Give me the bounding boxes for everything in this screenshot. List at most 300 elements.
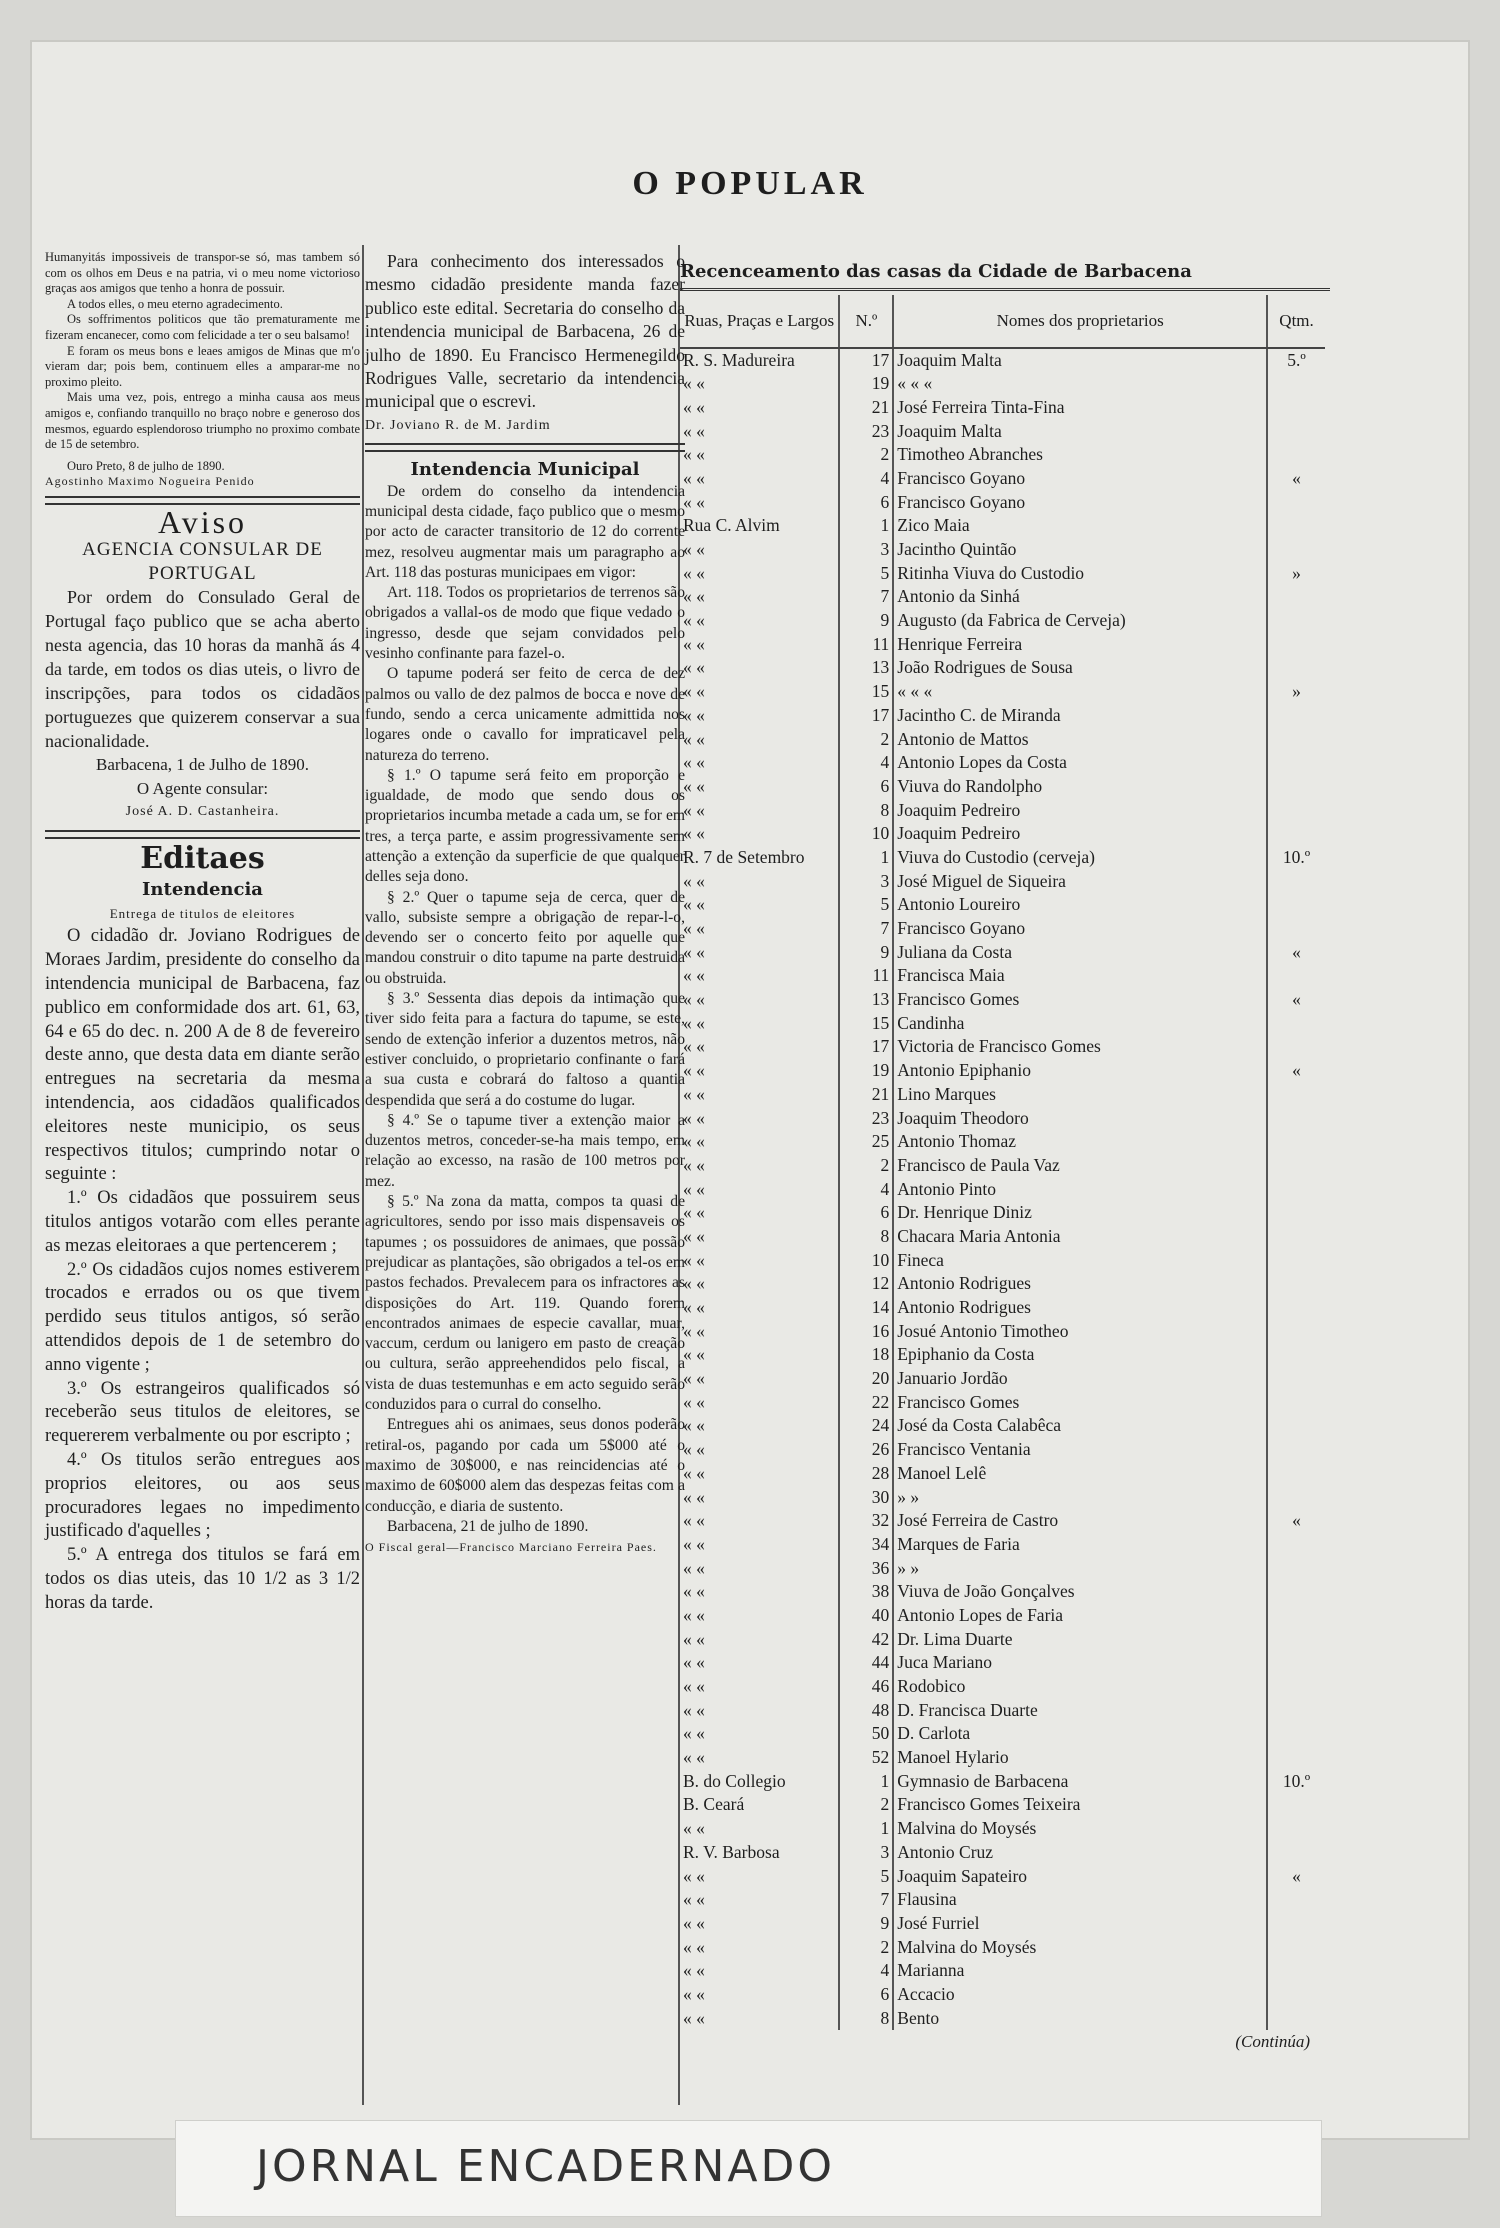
cell-qtm (1267, 728, 1325, 752)
cell-numero: 10 (839, 1249, 893, 1273)
postura-paragraph: Art. 118. Todos os proprietarios de terrenos são obrigados a vallal-os de modo que fique vedado o ingresso, desde que sejam convidados pelo vesinho confinante para fazel-o. (365, 584, 685, 663)
cell-nome: Francisco Ventania (893, 1438, 1267, 1462)
cell-qtm (1267, 1533, 1325, 1557)
entrega-heading: Entrega de titulos de eleitores (109, 905, 296, 921)
census-row (680, 1107, 1325, 1131)
cell-numero: 21 (839, 396, 893, 420)
census-row (680, 1367, 1325, 1391)
cell-nome: D. Francisca Duarte (893, 1699, 1267, 1723)
cell-nome: Timotheo Abranches (893, 443, 1267, 467)
census-row (680, 1865, 1325, 1889)
cell-rua: « « (683, 1273, 705, 1294)
cell-nome: José da Costa Calabêca (893, 1414, 1267, 1438)
cell-rua: « « (683, 1747, 705, 1768)
cell-rua: « « (683, 1912, 705, 1933)
divider (45, 830, 360, 839)
cell-qtm (1267, 1793, 1325, 1817)
cell-rua: « « (683, 1889, 705, 1910)
cell-numero: 11 (839, 964, 893, 988)
entrega-paragraph: 1.º Os cidadãos que possuirem seus titulos antigos votarão com elles perante as mezas eleitoraes a que pertencerem ; (45, 1188, 360, 1256)
cell-qtm (1267, 396, 1325, 420)
postura-paragraph: Entregues ahi os animaes, seus donos poderão retiral-os, pagando por cada um 5$000 até o maximo de 30$000, e nas reincidencias até o maximo de 60$000 alem das despezas feitas com a conducção, e diaria de sustento. (365, 1416, 685, 1515)
cell-nome: Malvina do Moysés (893, 1936, 1267, 1960)
postura-paragraph: § 5.º Na zona da matta, compos ta quasi de agricultores, sendo por isso mais dispensaveis os tapumes ; os possuidores de animaes, que possão prejudicar as plantações, são obrigados a tel-os em pastos fechados. Prevalecem para os infractores as disposições do Art. 119. Quando forem encontrados animaes de especie cavallar, muar, vaccum, cerdum ou lanigero em pasto de creação ou cultura, serão appreehendidos pelo fiscal, a vista de duas testemunhas e em acto seguido serão conduzidos para o curral do conselho. (365, 1193, 685, 1414)
census-row (680, 1533, 1325, 1557)
cell-nome: João Rodrigues de Sousa (893, 656, 1267, 680)
cell-qtm (1267, 1841, 1325, 1865)
cell-numero: 11 (839, 633, 893, 657)
census-table (680, 295, 1325, 2031)
cell-qtm (1267, 1722, 1325, 1746)
cell-qtm (1267, 1486, 1325, 1510)
cell-qtm (1267, 893, 1325, 917)
cell-rua: « « (683, 467, 705, 488)
cell-rua: Rua C. Alvim (683, 515, 780, 536)
cell-qtm (1267, 609, 1325, 633)
cell-rua: « « (683, 1960, 705, 1981)
cell-nome: Antonio Lopes da Costa (893, 751, 1267, 775)
header-qtm: Qtm. (1267, 295, 1325, 348)
cell-numero: 5 (839, 1865, 893, 1889)
cell-rua: « « (683, 1368, 705, 1389)
cell-numero: 7 (839, 585, 893, 609)
cell-numero: 4 (839, 1178, 893, 1202)
census-row (680, 1817, 1325, 1841)
cell-nome: Viuva de João Gonçalves (893, 1580, 1267, 1604)
cell-qtm: 10.º (1267, 846, 1325, 870)
cell-rua: « « (683, 823, 705, 844)
cell-numero: 50 (839, 1722, 893, 1746)
cell-rua: « « (683, 941, 705, 962)
cell-numero: 6 (839, 491, 893, 515)
cell-nome: Antonio Lopes de Faria (893, 1604, 1267, 1628)
cell-qtm (1267, 1746, 1325, 1770)
cell-qtm (1267, 1699, 1325, 1723)
cell-numero: 30 (839, 1486, 893, 1510)
census-row (680, 917, 1325, 941)
cell-numero: 6 (839, 775, 893, 799)
cell-qtm: « (1267, 1865, 1325, 1889)
census-row (680, 1201, 1325, 1225)
census-row (680, 1959, 1325, 1983)
cell-numero: 8 (839, 1225, 893, 1249)
cell-numero: 32 (839, 1509, 893, 1533)
cell-qtm (1267, 491, 1325, 515)
census-body (680, 348, 1325, 2031)
postura-paragraph: § 1.º O tapume será feito em proporção e igualdade, de modo que sendo dous os proprietarios incumba metade a cada um, se for em tres, a terça parte, e assim progressivamente sem attenção a extenção da superficie de que qualquer delles seja dono. (365, 766, 685, 886)
cell-numero: 25 (839, 1130, 893, 1154)
census-row (680, 1343, 1325, 1367)
edital-signature: Dr. Joviano R. de M. Jardim (365, 417, 551, 433)
census-row (680, 443, 1325, 467)
entrega-paragraph: 3.º Os estrangeiros qualificados só receberão seus titulos de eleitores, se requererem verbalmente ou por escripto ; (45, 1378, 360, 1447)
cell-numero: 13 (839, 988, 893, 1012)
cell-numero: 8 (839, 799, 893, 823)
cell-rua: « « (683, 1131, 705, 1152)
cell-nome: Henrique Ferreira (893, 633, 1267, 657)
cell-nome: Joaquim Malta (893, 348, 1267, 373)
cell-numero: 8 (839, 2007, 893, 2031)
cell-rua: « « (683, 799, 705, 820)
census-row (680, 775, 1325, 799)
cell-nome: Victoria de Francisco Gomes (893, 1035, 1267, 1059)
entrega-paragraph: 2.º Os cidadãos cujos nomes estiverem trocados e errados ou os que tivem perdido seus titulos antigos, só serão attendidos depois de 1 de setembro do anno vigente ; (45, 1259, 360, 1375)
census-row (680, 1509, 1325, 1533)
cell-nome: Joaquim Pedreiro (893, 799, 1267, 823)
cell-nome: Francisco Gomes (893, 988, 1267, 1012)
census-row (680, 893, 1325, 917)
cell-nome: Marianna (893, 1959, 1267, 1983)
census-row (680, 1557, 1325, 1581)
cell-nome: Joaquim Pedreiro (893, 822, 1267, 846)
cell-qtm (1267, 1083, 1325, 1107)
postura-signature: O Fiscal geral—Francisco Marciano Ferreira Paes. (365, 1540, 657, 1555)
cell-numero: 48 (839, 1699, 893, 1723)
cell-nome: Jacintho Quintão (893, 538, 1267, 562)
census-row (680, 467, 1325, 491)
cell-rua: « « (683, 610, 705, 631)
cell-numero: 2 (839, 443, 893, 467)
cell-numero: 19 (839, 372, 893, 396)
cell-nome: Francisco Goyano (893, 467, 1267, 491)
census-row (680, 1035, 1325, 1059)
cell-qtm (1267, 1628, 1325, 1652)
cell-numero: 9 (839, 941, 893, 965)
cell-rua: « « (683, 539, 705, 559)
census-row (680, 1154, 1325, 1178)
cell-numero: 15 (839, 1012, 893, 1036)
aviso-heading: Aviso (157, 503, 248, 540)
cell-qtm (1267, 964, 1325, 988)
cell-numero: 3 (839, 870, 893, 894)
cell-qtm (1267, 1817, 1325, 1841)
cell-rua: « « (683, 2007, 705, 2028)
cell-numero: 15 (839, 680, 893, 704)
cell-numero: 17 (839, 348, 893, 373)
cell-qtm: « (1267, 988, 1325, 1012)
cell-rua: « « (683, 1936, 705, 1957)
census-row (680, 609, 1325, 633)
cell-qtm: « (1267, 467, 1325, 491)
header-nomes: Nomes dos proprietarios (893, 295, 1267, 348)
cell-rua: « « (683, 1723, 705, 1744)
cell-qtm (1267, 917, 1325, 941)
cell-nome: Antonio Epiphanio (893, 1059, 1267, 1083)
cell-nome: José Ferreira de Castro (893, 1509, 1267, 1533)
cell-nome: Antonio de Mattos (893, 728, 1267, 752)
cell-nome: Antonio Rodrigues (893, 1272, 1267, 1296)
cell-nome: Ritinha Viuva do Custodio (893, 562, 1267, 586)
cell-rua: « « (683, 657, 705, 678)
cell-numero: 14 (839, 1296, 893, 1320)
cell-numero: 23 (839, 420, 893, 444)
entrega-paragraph: 5.º A entrega dos titulos se fará em todos os dias uteis, das 10 1/2 as 3 1/2 horas da tarde. (45, 1545, 360, 1613)
census-row (680, 1651, 1325, 1675)
cell-nome: Manoel Hylario (893, 1746, 1267, 1770)
entrega-paragraph: O cidadão dr. Joviano Rodrigues de Moraes Jardim, presidente do conselho da intendencia municipal de Barbacena, faz publico em conformidade dos art. 61, 63, 64 e 65 do dec. n. 200 A de 8 de fevereiro deste anno, que desta data em diante serão entregues na secretaria da mesma intendencia, aos cidadãos qualificados eleitores neste municipio, os seus respectivos titulos; cumprindo notar o seguinte : (45, 926, 360, 1185)
cell-numero: 20 (839, 1367, 893, 1391)
cell-numero: 9 (839, 1912, 893, 1936)
census-row (680, 728, 1325, 752)
cell-nome: Chacara Maria Antonia (893, 1225, 1267, 1249)
cell-numero: 7 (839, 1888, 893, 1912)
cell-numero: 1 (839, 514, 893, 538)
census-row (680, 1486, 1325, 1510)
census-row (680, 1320, 1325, 1344)
cell-qtm (1267, 1912, 1325, 1936)
letter-date: Ouro Preto, 8 de julho de 1890. (67, 458, 225, 473)
cell-nome: Viuva do Randolpho (893, 775, 1267, 799)
cell-qtm (1267, 1651, 1325, 1675)
cell-rua: « « (683, 1510, 705, 1531)
column-middle (365, 250, 685, 1557)
cell-nome: Zico Maia (893, 514, 1267, 538)
cell-numero: 1 (839, 846, 893, 870)
cell-numero: 23 (839, 1107, 893, 1131)
cell-rua: « « (683, 989, 705, 1010)
cell-rua: « « (683, 870, 705, 891)
intendencia-municipal-heading: Intendencia Municipal (410, 459, 640, 481)
census-row (680, 1012, 1325, 1036)
aviso-subtitle: AGENCIA CONSULAR DE PORTUGAL (82, 539, 323, 584)
cell-numero: 4 (839, 751, 893, 775)
cell-qtm (1267, 656, 1325, 680)
aviso-role: O Agente consular: (136, 778, 269, 798)
cell-rua: « « (683, 491, 705, 512)
column-rule (362, 245, 364, 2105)
cell-qtm (1267, 822, 1325, 846)
cell-rua: « « (683, 1297, 705, 1317)
letter-paragraph: Humanyitás impossiveis de transpor-se só, mas tambem só com os olhos em Deus e na patria, vi o meu nome victorioso graças aos amigos que tenho a honra de possuir. (45, 250, 360, 296)
cell-numero: 4 (839, 467, 893, 491)
census-row (680, 633, 1325, 657)
intendencia-heading: Intendencia (142, 879, 263, 901)
cell-nome: Francisco Goyano (893, 917, 1267, 941)
cell-qtm (1267, 1272, 1325, 1296)
census-row (680, 1675, 1325, 1699)
cell-qtm (1267, 1983, 1325, 2007)
census-row (680, 1414, 1325, 1438)
cell-rua: R. S. Madureira (683, 349, 795, 370)
editaes-heading: Editaes (140, 840, 265, 876)
header-numero: N.º (839, 295, 893, 348)
cell-qtm (1267, 1296, 1325, 1320)
cell-nome: Joaquim Theodoro (893, 1107, 1267, 1131)
cell-numero: 44 (839, 1651, 893, 1675)
census-row (680, 751, 1325, 775)
census-row (680, 396, 1325, 420)
cell-qtm (1267, 1035, 1325, 1059)
header-ruas: Ruas, Praças e Largos (680, 295, 839, 348)
census-row (680, 491, 1325, 515)
census-row (680, 562, 1325, 586)
cell-nome: Antonio Thomaz (893, 1130, 1267, 1154)
cell-rua: « « (683, 633, 705, 654)
cell-rua: « « (683, 1012, 705, 1033)
aviso-date: Barbacena, 1 de Julho de 1890. (96, 755, 309, 775)
cell-qtm (1267, 443, 1325, 467)
census-row (680, 1770, 1325, 1794)
cell-numero: 42 (839, 1628, 893, 1652)
cell-numero: 5 (839, 562, 893, 586)
cell-rua: « « (683, 562, 705, 583)
census-row (680, 1746, 1325, 1770)
edital-paragraph: Para conhecimento dos interessados o mesmo cidadão presidente manda fazer publico este edital. Secretaria do conselho da intendencia municipal de Barbacena, 26 de julho de 1890. Eu Francisco Hermenegildo Rodrigues Valle, secretario da intendencia municipal que o escrevi. (365, 251, 685, 412)
cell-qtm (1267, 585, 1325, 609)
cell-nome: « « « (893, 372, 1267, 396)
census-row (680, 1272, 1325, 1296)
entrega-paragraph: 4.º Os titulos serão entregues aos proprios eleitores, ou aos seus procuradores legaes no impedimento justificado d'aquelles ; (45, 1449, 360, 1542)
census-row (680, 1059, 1325, 1083)
cell-qtm (1267, 1178, 1325, 1202)
cell-rua: « « (683, 444, 705, 465)
cell-nome: Augusto (da Fabrica de Cerveja) (893, 609, 1267, 633)
cell-rua: « « (683, 1533, 705, 1554)
census-row (680, 348, 1325, 373)
cell-numero: 22 (839, 1391, 893, 1415)
census-row (680, 1462, 1325, 1486)
census-row (680, 964, 1325, 988)
cell-nome: Juca Mariano (893, 1651, 1267, 1675)
cell-nome: Francisco Goyano (893, 491, 1267, 515)
postura-paragraph: § 4.º Se o tapume tiver a extenção maior a duzentos metros, conceder-se-ha mais tempo, em relação ao excesso, na rasão de 100 metros por mez. (365, 1111, 685, 1190)
cell-numero: 6 (839, 1983, 893, 2007)
cell-numero: 1 (839, 1817, 893, 1841)
cell-rua: « « (683, 1486, 705, 1507)
cell-numero: 1 (839, 1770, 893, 1794)
cell-rua: « « (683, 1628, 705, 1649)
cell-rua: « « (683, 1652, 705, 1673)
cell-rua: « « (683, 894, 705, 915)
cell-qtm (1267, 633, 1325, 657)
cell-rua: « « (683, 775, 705, 796)
cell-rua: « « (683, 396, 705, 417)
cell-qtm (1267, 1936, 1325, 1960)
divider (365, 443, 685, 452)
cell-rua: « « (683, 1154, 705, 1175)
letter-paragraph: E foram os meus bons e leaes amigos de Minas que m'o vieram dar; pois bem, continuem elles a amparar-me no proximo pleito. (45, 343, 360, 389)
cell-qtm (1267, 1580, 1325, 1604)
cell-qtm (1267, 1343, 1325, 1367)
column-left (45, 250, 360, 1616)
cell-rua: « « (683, 420, 705, 441)
cell-nome: José Miguel de Siqueira (893, 870, 1267, 894)
cell-qtm (1267, 870, 1325, 894)
census-row (680, 1178, 1325, 1202)
cell-rua: « « (683, 1036, 705, 1057)
cell-numero: 3 (839, 538, 893, 562)
census-row (680, 1225, 1325, 1249)
cell-numero: 13 (839, 656, 893, 680)
cell-nome: Epiphanio da Costa (893, 1343, 1267, 1367)
cell-rua: « « (683, 586, 705, 607)
census-row (680, 1083, 1325, 1107)
binding-label-text: JORNAL ENCADERNADO (256, 2141, 836, 2192)
cell-rua: « « (683, 1983, 705, 2004)
cell-qtm (1267, 420, 1325, 444)
cell-numero: 46 (839, 1675, 893, 1699)
cell-numero: 21 (839, 1083, 893, 1107)
cell-rua: « « (683, 1249, 705, 1270)
cell-qtm (1267, 1888, 1325, 1912)
cell-qtm (1267, 1367, 1325, 1391)
census-row (680, 941, 1325, 965)
cell-nome: Antonio Cruz (893, 1841, 1267, 1865)
cell-nome: D. Carlota (893, 1722, 1267, 1746)
cell-nome: Lino Marques (893, 1083, 1267, 1107)
cell-qtm (1267, 372, 1325, 396)
cell-qtm (1267, 1225, 1325, 1249)
cell-numero: 7 (839, 917, 893, 941)
cell-nome: Candinha (893, 1012, 1267, 1036)
cell-rua: « « (683, 1676, 705, 1696)
postura-paragraph: § 3.º Sessenta dias depois da intimação que tiver sido feita para a factura do tapume, se este, sendo de extenção inferior a duzentos metros, não estiver concluido, o proprietario confinante o fará a sua custa e cobrará do faltoso a quantia despendida que será a do costume do lugar. (365, 990, 685, 1109)
cell-numero: 34 (839, 1533, 893, 1557)
cell-nome: Rodobico (893, 1675, 1267, 1699)
cell-nome: José Furriel (893, 1912, 1267, 1936)
cell-nome: Francisco Gomes Teixeira (893, 1793, 1267, 1817)
cell-rua: « « (683, 1178, 705, 1199)
cell-qtm (1267, 1249, 1325, 1273)
cell-qtm (1267, 799, 1325, 823)
census-header-row (680, 295, 1325, 348)
cell-numero: 26 (839, 1438, 893, 1462)
cell-nome: Antonio da Sinhá (893, 585, 1267, 609)
census-row (680, 1391, 1325, 1415)
census-row (680, 372, 1325, 396)
cell-rua: « « (683, 1320, 705, 1341)
census-row (680, 1841, 1325, 1865)
cell-nome: Manoel Lelê (893, 1462, 1267, 1486)
cell-qtm (1267, 1959, 1325, 1983)
cell-nome: Flausina (893, 1888, 1267, 1912)
census-row (680, 514, 1325, 538)
cell-rua: « « (683, 728, 705, 749)
cell-rua: « « (683, 1225, 705, 1246)
cell-qtm (1267, 1012, 1325, 1036)
cell-rua: « « (683, 1557, 705, 1578)
cell-nome: Fineca (893, 1249, 1267, 1273)
census-row (680, 1793, 1325, 1817)
cell-nome: Malvina do Moysés (893, 1817, 1267, 1841)
cell-rua: « « (683, 1391, 705, 1412)
cell-nome: » » (893, 1486, 1267, 1510)
cell-qtm: « (1267, 1059, 1325, 1083)
cell-numero: 2 (839, 1154, 893, 1178)
cell-qtm: » (1267, 562, 1325, 586)
census-row (680, 1296, 1325, 1320)
cell-nome: Jacintho C. de Miranda (893, 704, 1267, 728)
letter-paragraph: A todos elles, o meu eterno agradecimento. (67, 296, 283, 311)
cell-numero: 19 (839, 1059, 893, 1083)
census-row (680, 656, 1325, 680)
postura-paragraph: O tapume poderá ser feito de cerca de dez palmos ou vallo de dez palmos de bocca e nove de fundo, sendo a cerca unicamente admittida nos logares onde o cavallo for impraticavel pela natureza do terreno. (365, 665, 685, 764)
cell-rua: « « (683, 1581, 705, 1602)
cell-numero: 16 (839, 1320, 893, 1344)
cell-rua: « « (683, 1865, 705, 1886)
cell-numero: 36 (839, 1557, 893, 1581)
cell-rua: B. do Collegio (683, 1770, 786, 1791)
cell-numero: 5 (839, 893, 893, 917)
cell-rua: « « (683, 1060, 705, 1081)
cell-numero: 28 (839, 1462, 893, 1486)
cell-numero: 38 (839, 1580, 893, 1604)
cell-qtm (1267, 1107, 1325, 1131)
cell-qtm (1267, 1604, 1325, 1628)
cell-rua: « « (683, 1202, 705, 1223)
cell-rua: « « (683, 1415, 705, 1436)
census-row (680, 704, 1325, 728)
